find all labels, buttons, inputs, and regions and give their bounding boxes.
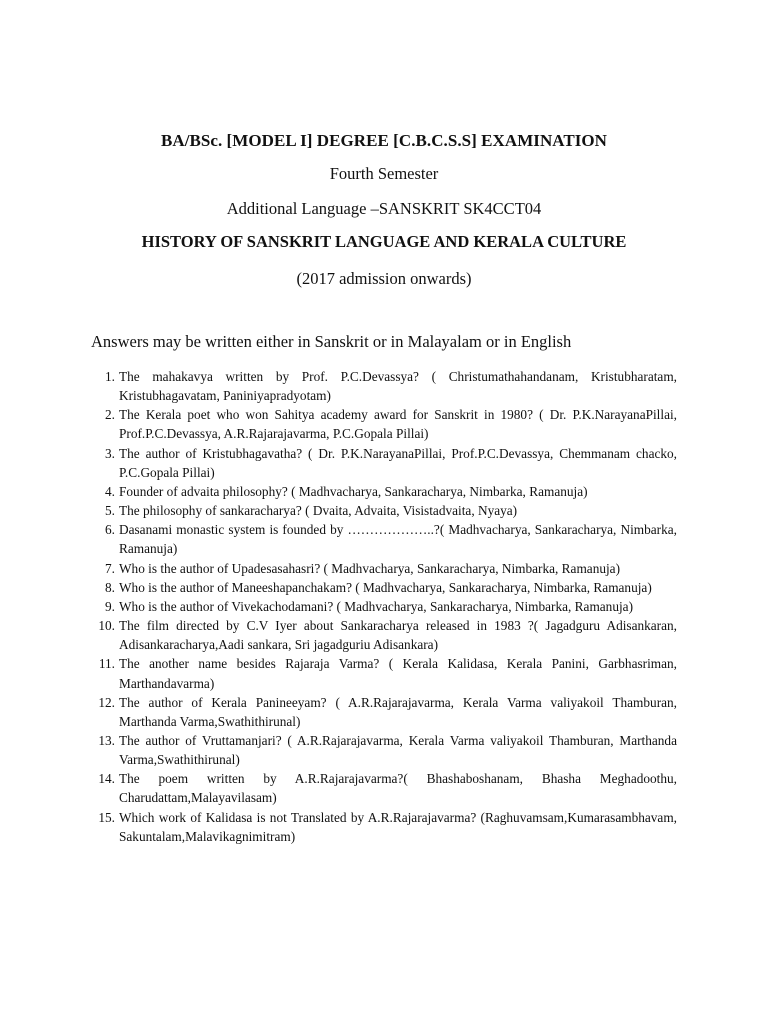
question-text: The author of Vruttamanjari? ( A.R.Rajarajavarma, Kerala Varma valiyakoil Thamburan, Marthanda Varma,Swathithirunal) (119, 732, 677, 768)
question-item (91, 597, 677, 616)
question-item (91, 482, 677, 501)
question-text: Which work of Kalidasa is not Translated by A.R.Rajarajavarma? (Raghuvamsam,Kumarasambhavam, Sakuntalam,Malavikagnimitram) (119, 809, 677, 844)
question-item (91, 808, 677, 846)
question-number: 10. (98, 618, 115, 634)
question-number: 9. (105, 598, 115, 614)
subject-code-line: Additional Language –SANSKRIT SK4CCT04 (226, 199, 542, 218)
question-text: Dasanami monastic system is founded by ………………..?( Madhvacharya, Sankaracharya, Nimbarka, Ramanuja) (119, 522, 677, 557)
question-number: 11. (98, 656, 115, 672)
question-text: Founder of advaita philosophy? ( Madhvacharya, Sankaracharya, Nimbarka, Ramanuja) (119, 483, 588, 499)
question-item (91, 520, 677, 558)
question-number: 1. (105, 369, 115, 384)
question-text: The film directed by C.V Iyer about Sankaracharya released in 1983 ?( Jagadguru Adisankaran, Adisankaracharya,Aadi sankara, Sri jagadguriu Adisankara) (119, 618, 677, 653)
question-text: Who is the author of Upadesasahasri? ( Madhvacharya, Sankaracharya, Nimbarka, Ramanuja) (119, 560, 621, 576)
question-list (91, 367, 677, 846)
course-title: HISTORY OF SANSKRIT LANGUAGE AND KERALA CULTURE (141, 232, 627, 251)
question-item (91, 405, 677, 443)
question-text: Who is the author of Vivekachodamani? ( Madhvacharya, Sankaracharya, Nimbarka, Ramanuja) (119, 598, 634, 614)
question-text: The mahakavya written by Prof. P.C.Devassya? ( Christumathahandanam, Kristubharatam, Kristubhagavatam, Paniniyapradyotam) (119, 369, 677, 404)
question-text: The author of Kristubhagavatha? ( Dr. P.K.NarayanaPillai, Prof.P.C.Devassya, Chemmanam chacko, P.C.Gopala Pillai) (119, 445, 677, 480)
question-item (91, 367, 677, 405)
question-text: The philosophy of sankaracharya? ( Dvaita, Advaita, Visistadvaita, Nyaya) (119, 503, 518, 519)
question-number: 7. (105, 560, 115, 576)
question-number: 3. (105, 445, 115, 461)
question-number: 6. (105, 522, 115, 538)
question-item (91, 654, 677, 692)
question-text: The Kerala poet who won Sahitya academy award for Sanskrit in 1980? ( Dr. P.K.NarayanaPillai, Prof.P.C.Devassya, A.R.Rajarajavarma, P.C.Gopala Pillai) (119, 407, 677, 442)
question-number: 13. (98, 732, 115, 748)
question-text: Who is the author of Maneeshapanchakam? ( Madhvacharya, Sankaracharya, Nimbarka, Ramanuja) (119, 579, 652, 595)
question-text: The author of Kerala Panineeyam? ( A.R.Rajarajavarma, Kerala Varma valiyakoil Thamburan, Marthanda Varma,Swathithirunal) (119, 694, 677, 729)
question-item (91, 444, 677, 482)
question-number: 8. (105, 579, 115, 595)
question-item (91, 501, 677, 520)
question-item (91, 731, 677, 769)
semester-label: Fourth Semester (329, 164, 439, 183)
admission-note: (2017 admission onwards) (296, 269, 472, 288)
question-item (91, 616, 677, 654)
exam-title: BA/BSc. [MODEL I] DEGREE [C.B.C.S.S] EXAMINATION (160, 131, 608, 150)
question-item (91, 578, 677, 597)
question-item (91, 693, 677, 731)
answer-language-instruction: Answers may be written either in Sanskrit or in Malayalam or in English (91, 332, 572, 351)
question-number: 14. (98, 771, 115, 787)
question-number: 12. (98, 694, 115, 710)
question-item (91, 769, 677, 807)
question-number: 2. (105, 407, 115, 423)
question-number: 15. (98, 809, 115, 825)
question-text: The another name besides Rajaraja Varma? ( Kerala Kalidasa, Kerala Panini, Garbhasriman, Marthandavarma) (119, 656, 677, 691)
question-number: 5. (105, 503, 115, 519)
question-text: The poem written by A.R.Rajarajavarma?( Bhashaboshanam, Bhasha Meghadoothu, Charudattam,Malayavilasam) (119, 771, 677, 806)
question-item (91, 559, 677, 578)
question-number: 4. (105, 483, 115, 499)
